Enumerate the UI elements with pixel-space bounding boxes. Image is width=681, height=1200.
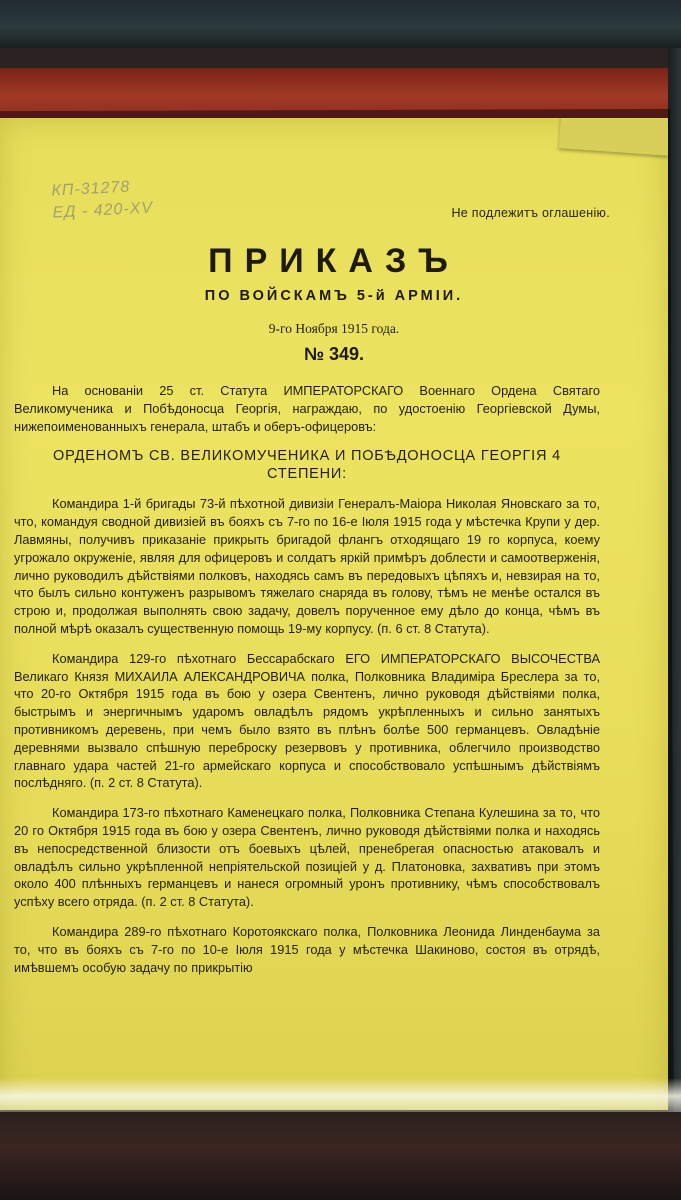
document-body xyxy=(14,382,600,988)
display-case-glass-top xyxy=(0,0,681,50)
display-case-frame xyxy=(0,48,681,68)
secrecy-note: Не подлежитъ оглашенію. xyxy=(451,206,610,220)
document-subtitle: ПО ВОЙСКАМЪ 5-й АРМІИ. xyxy=(204,288,464,304)
award-paragraph: Командира 1-й бригады 73-й пѣхотной дивизіи Генералъ-Маіора Николая Яновскаго за то, что, командуя сводной дивизіей въ бояхъ съ 7-го по 16-е Іюля 1915 года у мѣстечка Крупи у дер. Лавмяны, получивъ приказаніе прикрыть бригадой флангъ отходящаго 19 го корпуса, коему угрожало окруженіе, являя для офицеровъ и солдатъ яркій примѣръ доблести и самоотверженія, лично руководилъ дѣйствіями полковъ, находясь самъ въ передовыхъ цѣпяхъ и, невзирая на то, что былъ сильно контуженъ разрывомъ тяжелаго снаряда въ голову, тѣмъ не менѣе остался въ строю и, продолжая выполнять свою задачу, довелъ порученное ему дѣло до конца, чѣмъ въ полной мѣрѣ оказалъ существенную помощь 19-му корпусу. (п. 6 ст. 8 Статута). xyxy=(14,496,600,636)
display-case-frame-bottom xyxy=(0,1112,681,1200)
archival-document xyxy=(0,118,668,1110)
document-title: ПРИКАЗЪ xyxy=(208,242,460,280)
award-paragraph: Командира 289-го пѣхотнаго Коротоякскаго полка, Полковника Леонида Линденбаума за то, что въ бояхъ съ 7-го по 10-е Іюля 1915 года у мѣстечка Шакиново, состоя въ отрядѣ, имѣвшемъ особую задачу по прикрытію xyxy=(14,923,600,975)
folded-corner xyxy=(559,118,668,156)
archive-note-line-1: КП-31278 xyxy=(51,178,131,200)
document-date: 9-го Ноября 1915 года. xyxy=(268,321,400,336)
archive-note-line-2: ЕД - 420-ХV xyxy=(52,199,154,222)
archive-pencil-note xyxy=(51,175,154,224)
order-heading: ОРДЕНОМЪ СВ. ВЕЛИКОМУЧЕНИКА И ПОБѢДОНОСЦА ГЕОРГІЯ 4 СТЕПЕНИ: xyxy=(53,448,561,483)
intro-paragraph: На основаніи 25 ст. Статута ИМПЕРАТОРСКАГО Военнаго Ордена Святаго Великомученика и Побѣдоносца Георгія, награждаю, по удостоенію Георгіевской Думы, нижепоименованныхъ генерала, штабъ и оберъ-офицеровъ: xyxy=(14,383,600,434)
award-paragraph: Командира 173-го пѣхотнаго Каменецкаго полка, Полковника Степана Кулешина за то, что 20 го Октября 1915 года въ бою у озера Свентенъ, лично руководя дѣйствіями полка и находясь въ непосредственной близости отъ боевыхъ цѣлей, пренебрегая опасностью атаковалъ и овладѣлъ сильно укрѣпленной непріятельской позиціей у д. Платоновка, захвативъ при этомъ около 400 плѣнныхъ германцевъ и нанеся огромный уронъ противнику, чѣмъ способствовалъ успѣху всего отряда. (п. 2 ст. 8 Статута). xyxy=(14,805,600,910)
award-paragraph: Командира 129-го пѣхотнаго Бессарабскаго ЕГО ИМПЕРАТОРСКАГО ВЫСОЧЕСТВА Великаго Князя МИХАИЛА АЛЕКСАНДРОВИЧА полка, Полковника Владиміра Бреслера за то, что 20-го Октября 1915 года въ бою у озера Свентенъ, лично руководя дѣйствіями полка, быстрымъ и энергичнымъ ударомъ овладѣлъ рядомъ укрѣпленныхъ и сильно занятыхъ противникомъ деревень, при чемъ было взято въ плѣнъ болѣе 500 германцевъ. Овладѣніе деревнями вызвало спѣшную переброску резервовъ у противника, облегчило производство главнаго удара частей 21-го армейскаго корпуса и способствовало успѣшнымъ дѣйствіямъ послѣдняго. (п. 2 ст. 8 Статута). xyxy=(14,650,600,791)
order-number: № 349. xyxy=(303,344,365,364)
